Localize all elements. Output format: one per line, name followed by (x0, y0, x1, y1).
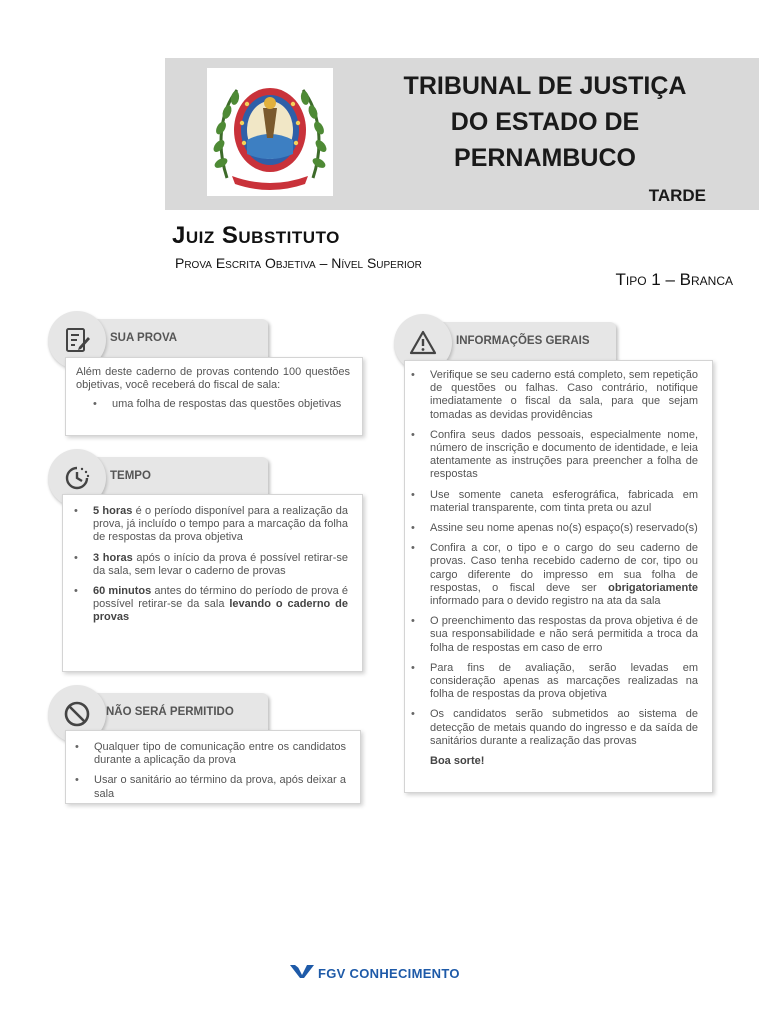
tempo-box (62, 494, 363, 672)
list-item-text: Confira a cor, o tipo e o cargo do seu caderno de provas. Caso tenha recebido caderno de cor, tipo ou cargo diferente do impresso em sua folha de respostas, o fiscal deve ser (430, 542, 698, 594)
header-band (165, 58, 759, 210)
list-item-text: é o período disponível para a realização da prova, já incluído o tempo para a marcação da folha de respostas da prova objetiva (93, 505, 348, 544)
list-item (69, 505, 348, 545)
time-highlight: 3 horas (93, 551, 133, 564)
exam-type: Tipo 1 – Branca (615, 270, 733, 289)
time-highlight: 5 horas (93, 505, 133, 517)
list-item: • Usar o sanitário ao término da prova, após deixar a sala (70, 774, 346, 800)
court-title-line: PERNAMBUCO (454, 144, 636, 172)
sua-prova-intro: Além deste caderno de provas contendo 100 questões objetivas, você receberá do fiscal de sala: (76, 366, 350, 392)
footer-brand (290, 963, 460, 984)
list-item-text: antes do término do período de prova é possível retirar-se da sala (93, 585, 349, 611)
list-item: • uma folha de respostas das questões objetivas (88, 398, 350, 411)
list-item: • O preenchimento das respostas da prova objetiva é de sua responsabilidade e não será permitida a troca da folha de respostas em caso de erro (406, 615, 698, 655)
section-label: TEMPO (110, 470, 151, 482)
sua-prova-box (65, 357, 363, 436)
informacoes-box (404, 360, 713, 793)
fgv-logo-icon (290, 963, 314, 984)
exam-period: TARDE (648, 186, 706, 205)
list-item: • Use somente caneta esferográfica, fabricada em material transparente, com tinta preta ou azul (406, 489, 698, 515)
exam-title: Juiz Substituto (172, 222, 340, 249)
section-label: NÃO SERÁ PERMITIDO (106, 706, 234, 718)
closing-message: Boa sorte! (430, 755, 485, 768)
time-highlight: 60 minutos (93, 585, 152, 598)
list-item: • Os candidatos serão submetidos ao sistema de detecção de metais quando do ingresso e da saída de sanitários durante a realização das provas (406, 708, 698, 748)
list-item: • Qualquer tipo de comunicação entre os candidatos durante a aplicação da prova (70, 741, 346, 767)
court-title-line: TRIBUNAL DE JUSTIÇA (403, 72, 687, 100)
coat-of-arms-icon (207, 68, 333, 196)
court-title-line: DO ESTADO DE (450, 108, 640, 136)
list-item: • Para fins de avaliação, serão levadas em consideração apenas as marcações realizadas na folha de respostas da prova objetiva (406, 662, 698, 702)
list-item-emphasis: levando o caderno de provas (93, 598, 348, 624)
list-item (69, 552, 348, 578)
list-item-text: após o início da prova é possível retirar-se da sala, sem levar o caderno de provas (93, 551, 348, 577)
section-label: INFORMAÇÕES GERAIS (456, 335, 590, 347)
list-item: • Verifique se seu caderno está completo, sem repetição de questões ou falhas. Caso contrário, notifique imediatamente o fiscal da sala, para que sejam tomadas as devidas providências (406, 369, 698, 422)
list-item: • Assine seu nome apenas no(s) espaço(s) reservado(s) (406, 522, 698, 535)
list-item (406, 542, 698, 608)
brand-name: FGV CONHECIMENTO (318, 966, 460, 981)
section-label: SUA PROVA (110, 332, 178, 344)
court-title (345, 68, 745, 176)
nao-permitido-box (65, 730, 361, 804)
list-item-emphasis: obrigatoriamente (608, 581, 698, 594)
exam-subtitle: Prova Escrita Objetiva – Nível Superior (175, 255, 422, 271)
list-item-text: informado para o devido registro na ata da sala (430, 595, 661, 608)
list-item: • Confira seus dados pessoais, especialmente nome, número de inscrição e documento de identidade, e leia atentamente as instruções para preencher a folha de respostas (406, 429, 698, 482)
list-item (69, 585, 348, 625)
